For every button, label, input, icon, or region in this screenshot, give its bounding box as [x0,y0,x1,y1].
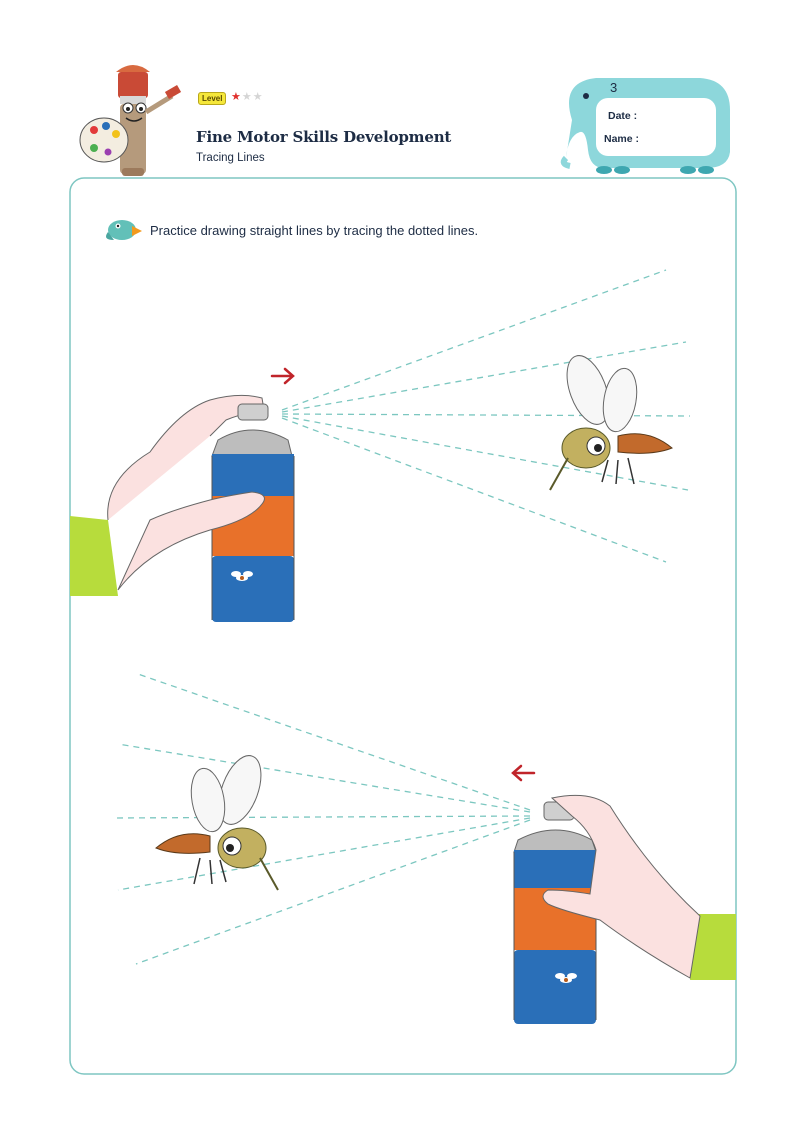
elephant-card-icon [564,78,730,174]
star-empty-icon: ★ [252,91,264,103]
paintbrush-mascot-icon [116,65,181,176]
page-title: Fine Motor Skills Development [196,128,452,146]
tracing-line [114,816,530,818]
mosquito-icon [156,750,278,890]
spray-can-icon [514,795,736,1024]
tracing-line [118,818,530,890]
instruction-text: Practice drawing straight lines by tracing the dotted lines. [150,223,479,238]
tracing-lines-bottom [114,674,530,964]
spray-can-icon [70,395,294,622]
tracing-line [118,744,530,812]
date-label: Date : [608,110,638,122]
star-filled-icon: ★ [231,91,242,103]
star-empty-icon: ★ [241,91,253,103]
card-number: 3 [610,80,618,95]
level-badge: Level [198,92,226,105]
arrow-left-icon [513,766,534,780]
paint-palette-icon [80,118,128,162]
level-stars [231,90,264,103]
page-subtitle: Tracing Lines [196,152,265,164]
arrow-right-icon [272,369,293,383]
name-label: Name : [604,133,640,145]
bird-icon [106,220,142,240]
mosquito-icon [550,350,672,490]
